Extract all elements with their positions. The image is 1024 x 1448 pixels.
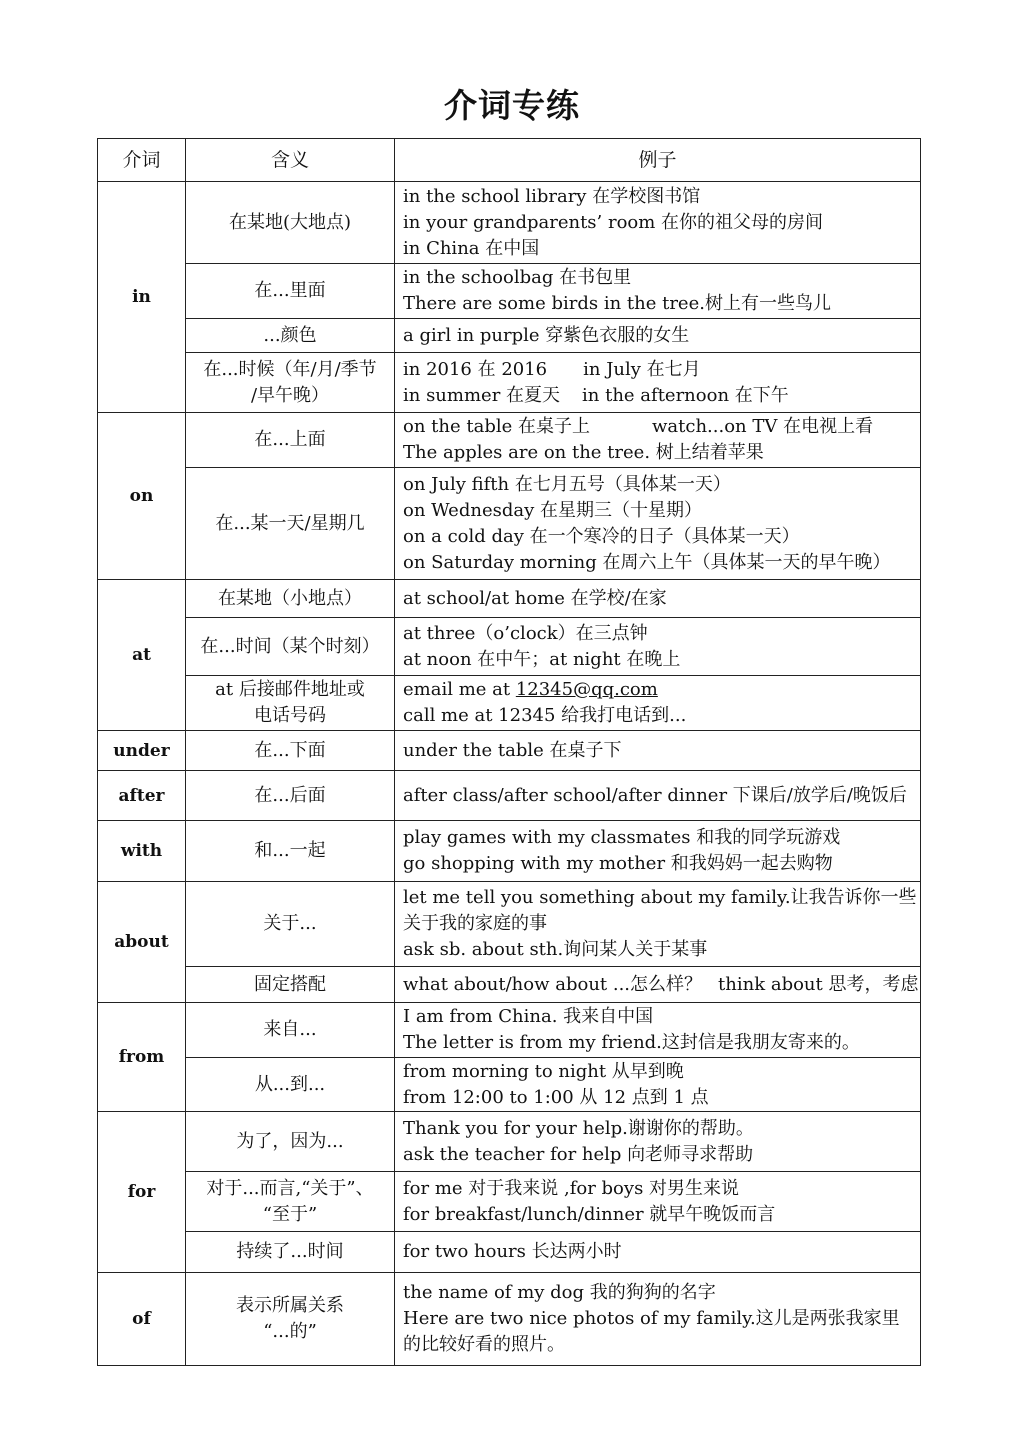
example-line: from 12:00 to 1:00 从 12 点到 1 点 (403, 1086, 709, 1108)
meaning-cell: 在...时间（某个时刻） (186, 618, 395, 676)
example-line: let me tell you something about my family.让我告诉你一些 (403, 887, 917, 908)
meaning-cell: ...颜色 (186, 319, 395, 353)
meaning-line: /早午晚） (250, 384, 330, 406)
table-row (98, 1058, 921, 1112)
example-line: in the school library 在学校图书馆 (403, 185, 701, 207)
table-row (98, 353, 921, 413)
example-line: Thank you for your help.谢谢你的帮助。 (403, 1117, 754, 1139)
example-cell (395, 413, 921, 468)
example-line: at school/at home 在学校/在家 (403, 587, 667, 609)
meaning-line: 电话号码 (254, 705, 326, 726)
example-line: on a cold day 在一个寒冷的日子（具体某一天） (403, 525, 800, 547)
prep-of: of (98, 1273, 186, 1366)
example-line: email me at 12345@qq.com (403, 679, 658, 700)
example-cell (395, 1232, 921, 1273)
meaning-cell: 在某地（小地点） (186, 580, 395, 618)
example-cell (395, 676, 921, 731)
meaning-cell: 在...上面 (186, 413, 395, 468)
example-line: at noon 在中午；at night 在晚上 (403, 648, 681, 670)
example-line: for me 对于我来说 ,for boys 对男生来说 (403, 1177, 740, 1199)
example-line: on July fifth 在七月五号（具体某一天） (403, 473, 731, 495)
meaning-cell (186, 1273, 395, 1366)
example-line: Here are two nice photos of my family.这儿是两张我家里 (403, 1308, 900, 1329)
example-cell (395, 618, 921, 676)
table-row (98, 731, 921, 771)
example-line: ask sb. about sth.询问某人关于某事 (403, 939, 708, 960)
meaning-line: 在...时候（年/月/季节 (203, 358, 377, 380)
prep-in: in (98, 182, 186, 413)
example-cell (395, 1172, 921, 1232)
example-line: 的比较好看的照片。 (403, 1334, 565, 1355)
example-line: 关于我的家庭的事 (403, 913, 547, 934)
example-line: what about/how about ...怎么样？ think about 思考，考虑 (403, 973, 919, 995)
header-prep: 介词 (98, 139, 186, 182)
example-line: on Wednesday 在星期三（十星期） (403, 499, 702, 521)
header-example: 例子 (395, 139, 921, 182)
preposition-table (97, 138, 921, 1366)
example-line: in 2016 在 2016 in July 在七月 (403, 358, 701, 380)
prep-for: for (98, 1112, 186, 1273)
table-row (98, 580, 921, 618)
meaning-cell: 在某地(大地点) (186, 182, 395, 264)
table-row (98, 618, 921, 676)
example-line: in China 在中国 (403, 237, 540, 259)
example-line: in the schoolbag 在书包里 (403, 267, 632, 288)
table-row (98, 264, 921, 319)
prep-under: under (98, 731, 186, 771)
example-line: The letter is from my friend.这封信是我朋友寄来的。 (403, 1032, 860, 1053)
meaning-cell: 在...某一天/星期几 (186, 468, 395, 580)
example-line: under the table 在桌子下 (403, 739, 622, 761)
prep-from: from (98, 1003, 186, 1112)
example-line: for two hours 长达两小时 (403, 1241, 622, 1262)
example-line: a girl in purple 穿紫色衣服的女生 (403, 324, 690, 346)
example-cell (395, 264, 921, 319)
example-line: on the table 在桌子上 watch...on TV 在电视上看 (403, 416, 874, 437)
example-cell (395, 882, 921, 967)
meaning-cell (186, 1172, 395, 1232)
example-line: ask the teacher for help 向老师寻求帮助 (403, 1143, 754, 1165)
meaning-cell (186, 353, 395, 413)
prep-about: about (98, 882, 186, 1003)
meaning-line: “...的” (263, 1321, 317, 1342)
example-line: I am from China. 我来自中国 (403, 1006, 654, 1027)
meaning-line: at 后接邮件地址或 (215, 679, 365, 700)
meaning-cell: 来自... (186, 1003, 395, 1058)
example-cell (395, 771, 921, 821)
example-cell (395, 468, 921, 580)
prep-with: with (98, 821, 186, 882)
example-line: the name of my dog 我的狗狗的名字 (403, 1282, 716, 1303)
table-row (98, 1172, 921, 1232)
meaning-cell: 从...到... (186, 1058, 395, 1112)
table-header (98, 139, 921, 182)
meaning-line: 表示所属关系 (236, 1295, 344, 1316)
example-line: There are some birds in the tree.树上有一些鸟儿 (403, 293, 831, 314)
example-cell (395, 1273, 921, 1366)
example-line: after class/after school/after dinner 下课后/放学后/晚饭后 (403, 784, 907, 806)
meaning-cell (186, 676, 395, 731)
prep-on: on (98, 413, 186, 580)
prep-at: at (98, 580, 186, 731)
table-row (98, 1232, 921, 1273)
meaning-cell: 固定搭配 (186, 967, 395, 1003)
table-row (98, 1273, 921, 1366)
meaning-line: 对于...而言,“关于”、 (206, 1177, 374, 1199)
meaning-line: “至于” (262, 1203, 318, 1225)
table-row (98, 771, 921, 821)
example-cell (395, 731, 921, 771)
meaning-cell: 持续了...时间 (186, 1232, 395, 1273)
table-row (98, 1112, 921, 1172)
example-line: on Saturday morning 在周六上午（具体某一天的早午晚） (403, 551, 891, 573)
page-title: 介词专练 (444, 86, 580, 125)
example-line: The apples are on the tree. 树上结着苹果 (403, 442, 764, 463)
example-cell (395, 353, 921, 413)
table-row (98, 468, 921, 580)
meaning-cell: 关于... (186, 882, 395, 967)
example-cell (395, 182, 921, 264)
example-line: in your grandparents’ room 在你的祖父母的房间 (403, 211, 824, 233)
table-row (98, 1003, 921, 1058)
example-cell (395, 580, 921, 618)
table-row (98, 319, 921, 353)
example-line: at three（o’clock）在三点钟 (403, 622, 648, 644)
example-cell (395, 967, 921, 1003)
meaning-cell: 和...一起 (186, 821, 395, 882)
example-cell (395, 319, 921, 353)
table-row (98, 676, 921, 731)
example-line: play games with my classmates 和我的同学玩游戏 (403, 827, 841, 848)
table-row (98, 413, 921, 468)
table-row (98, 182, 921, 264)
example-cell (395, 1112, 921, 1172)
meaning-cell: 在...下面 (186, 731, 395, 771)
table-row (98, 821, 921, 882)
meaning-cell: 在...后面 (186, 771, 395, 821)
prep-after: after (98, 771, 186, 821)
example-line: in summer 在夏天 in the afternoon 在下午 (403, 384, 789, 406)
header-meaning: 含义 (186, 139, 395, 182)
example-cell (395, 1003, 921, 1058)
email-link[interactable]: 12345@qq.com (515, 679, 658, 700)
table-row (98, 882, 921, 967)
example-line: call me at 12345 给我打电话到... (403, 705, 687, 726)
example-cell (395, 1058, 921, 1112)
example-line: for breakfast/lunch/dinner 就早午晚饭而言 (403, 1203, 776, 1225)
meaning-cell: 为了，因为... (186, 1112, 395, 1172)
meaning-cell: 在...里面 (186, 264, 395, 319)
example-line: go shopping with my mother 和我妈妈一起去购物 (403, 853, 833, 874)
example-cell (395, 821, 921, 882)
table-row (98, 967, 921, 1003)
example-line: from morning to night 从早到晚 (403, 1060, 684, 1082)
